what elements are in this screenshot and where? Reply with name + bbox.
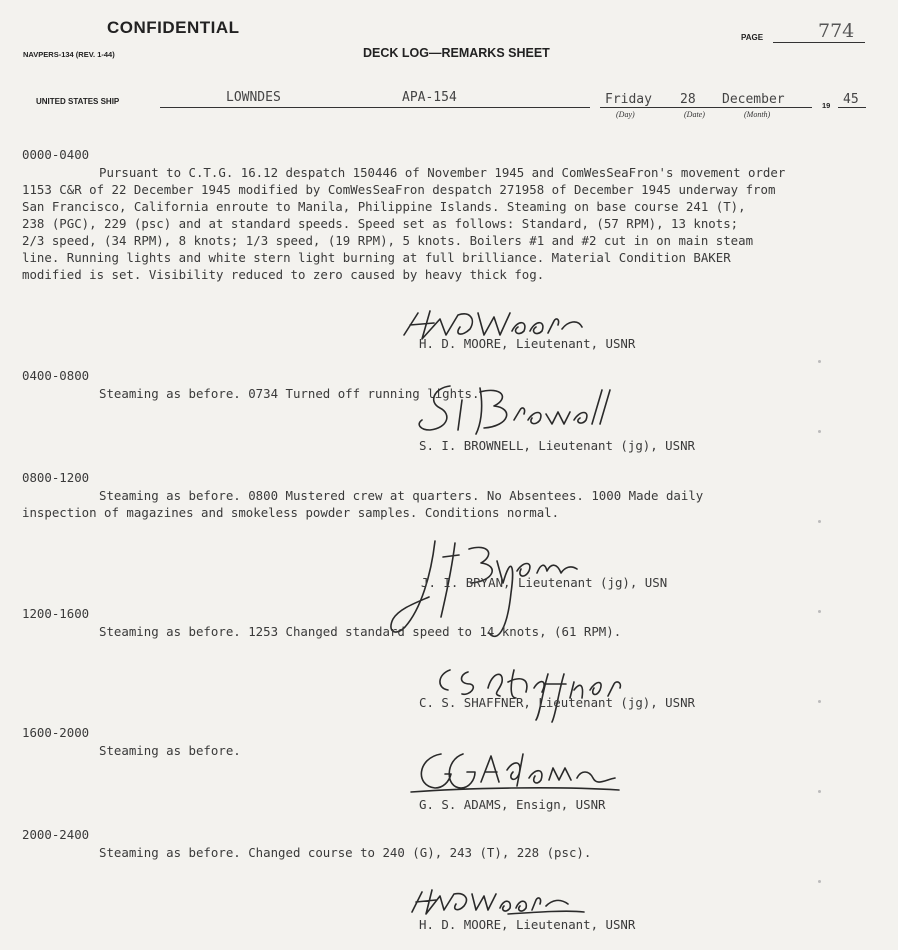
ship-line: [160, 107, 590, 108]
signature-name: J. I. BRYAN, Lieutenant (jg), USN: [421, 575, 668, 590]
signature-name: S. I. BROWNELL, Lieutenant (jg), USNR: [419, 438, 696, 453]
margin-dot: [818, 430, 821, 433]
ship-label: UNITED STATES SHIP: [36, 97, 120, 106]
day-value: Friday: [605, 92, 652, 107]
log-entry: [22, 826, 882, 861]
watch-period: 1600-2000: [22, 725, 90, 740]
watch-remarks: Steaming as before. 0800 Mustered crew at quarters. No Absentees. 1000 Made daily inspection of magazines and smokeless powder samples. Conditions normal.: [22, 488, 704, 520]
signature-name: H. D. MOORE, Lieutenant, USNR: [419, 336, 636, 351]
watch-period: 0400-0800: [22, 368, 90, 383]
form-number: NAVPERS-134 (REV. 1-44): [23, 50, 115, 59]
margin-dot: [818, 880, 821, 883]
hull-number: APA-154: [402, 90, 457, 105]
page-label: PAGE: [741, 33, 764, 42]
log-entry: [22, 469, 882, 521]
watch-period: 2000-2400: [22, 827, 90, 842]
page-number: 774: [818, 20, 855, 42]
watch-remarks: Steaming as before. Changed course to 240 (G), 243 (T), 228 (psc).: [99, 845, 592, 860]
signature-mark: [405, 748, 625, 798]
log-entry: [22, 146, 882, 283]
month-caption: (Month): [744, 110, 771, 119]
watch-remarks: Steaming as before.: [99, 743, 241, 758]
date-caption: (Date): [684, 110, 705, 119]
day-caption: (Day): [616, 110, 635, 119]
margin-dot: [818, 610, 821, 613]
year-value: 45: [843, 92, 859, 107]
ship-name: LOWNDES: [226, 90, 281, 105]
month-value: December: [722, 92, 785, 107]
margin-dot: [818, 790, 821, 793]
signature-name: C. S. SHAFFNER, Lieutenant (jg), USNR: [419, 695, 696, 710]
margin-dot: [818, 360, 821, 363]
watch-period: 0800-1200: [22, 470, 90, 485]
year-prefix: 19: [822, 101, 831, 110]
signature-mark: [408, 888, 588, 918]
signature-mark: [410, 380, 610, 442]
watch-period: 0000-0400: [22, 147, 90, 162]
page-number-line: [773, 42, 865, 43]
watch-period: 1200-1600: [22, 606, 90, 621]
sheet-title: DECK LOG—REMARKS SHEET: [363, 46, 550, 60]
classification-label: CONFIDENTIAL: [107, 18, 240, 37]
signature-mark: [430, 662, 645, 724]
log-entry: [22, 605, 882, 640]
year-line: [838, 107, 866, 108]
date-line: [600, 107, 812, 108]
signature-name: G. S. ADAMS, Ensign, USNR: [419, 797, 606, 812]
date-value: 28: [680, 92, 696, 107]
margin-dot: [818, 520, 821, 523]
margin-dot: [818, 700, 821, 703]
watch-remarks: Pursuant to C.T.G. 16.12 despatch 150446 of November 1945 and ComWesSeaFron's movement order 1153 C&R of 22 December 1945 modified by ComWesSeaFron despatch 271958 of December 1945 underway from San Francisco, California enroute to Manila, Philippine Islands. Steaming on base course 241 (T), 238 (PGC), 229 (psc) and at standard speeds. Speed set as follows: Standard, (57 RPM), 13 knots; 2/3 speed, (34 RPM), 8 knots; 1/3 speed, (19 RPM), 5 knots. Boilers #1 and #2 cut in on main steam line. Running lights and white stern light burning at full brilliance. Material Condition BAKER modified is set. Visibility reduced to zero caused by heavy thick fog.: [22, 165, 786, 282]
watch-remarks: Steaming as before. 1253 Changed standard speed to 14 knots, (61 RPM).: [99, 624, 622, 639]
watch-remarks: Steaming as before. 0734 Turned off running lights.: [99, 386, 480, 401]
signature-name: H. D. MOORE, Lieutenant, USNR: [419, 917, 636, 932]
